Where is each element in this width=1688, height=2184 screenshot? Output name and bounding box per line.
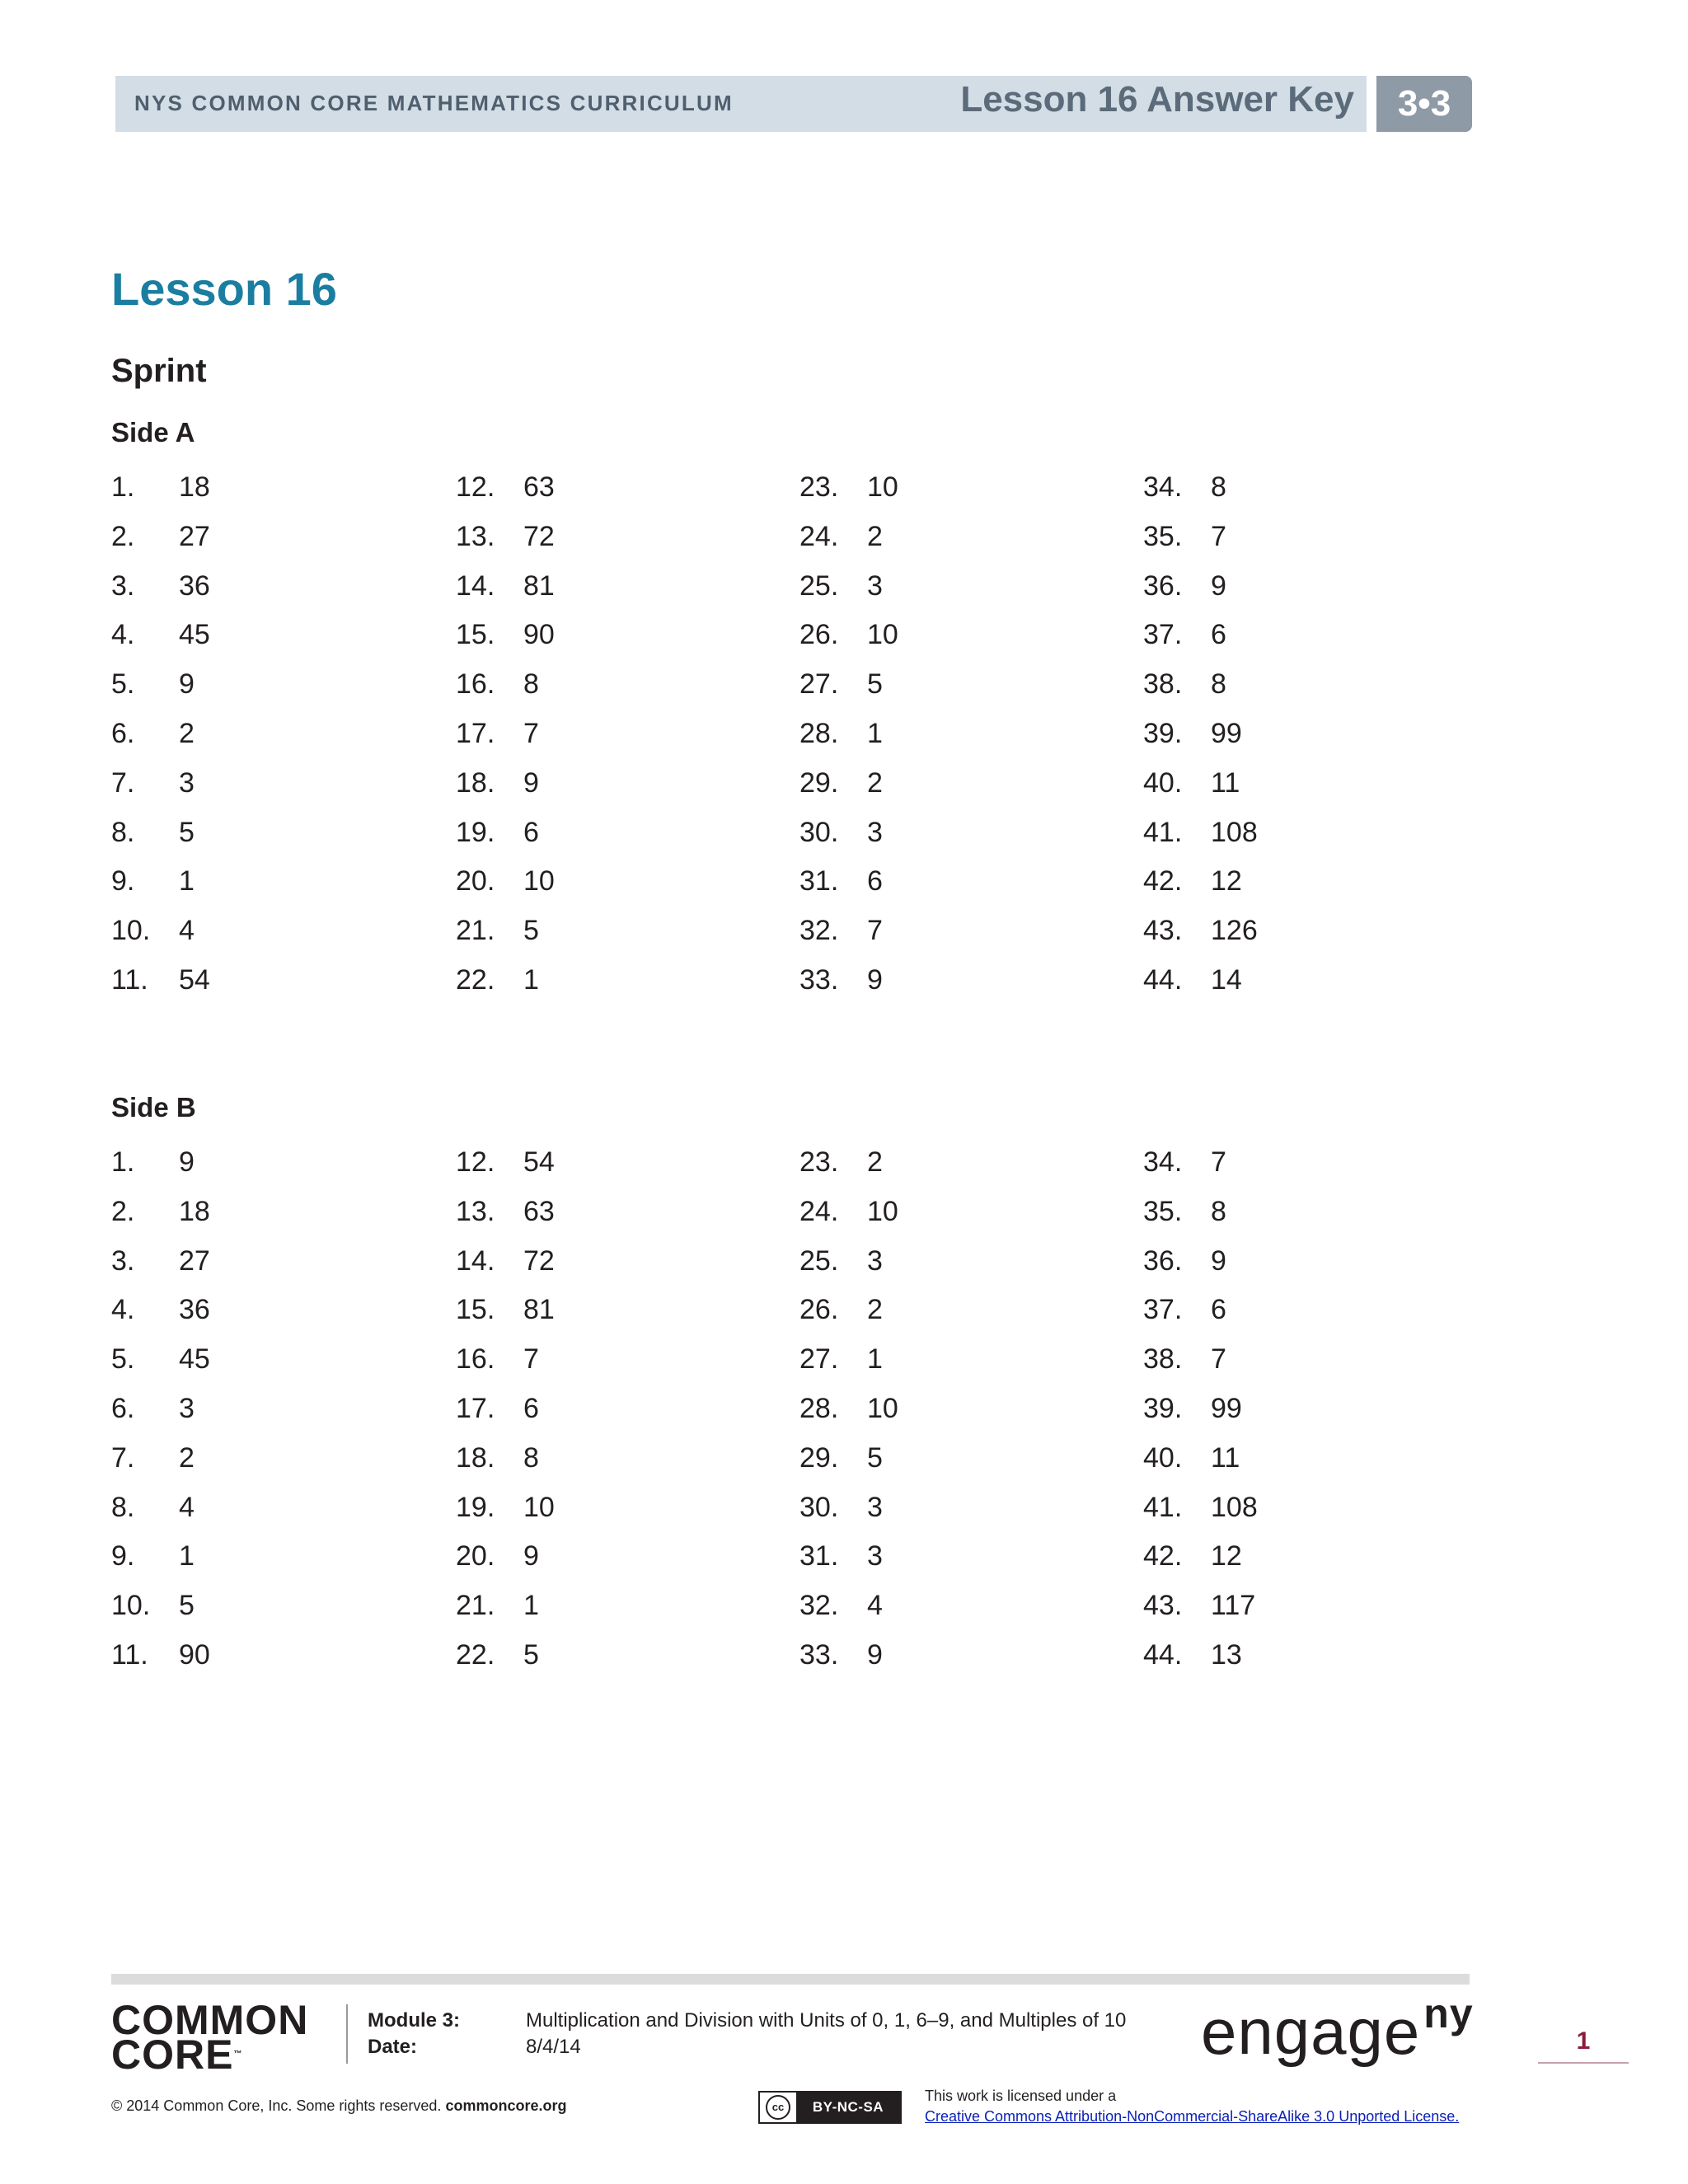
answer-number: 7. [111, 766, 135, 799]
answer-number: 20. [456, 1540, 495, 1572]
answer-number: 43. [1143, 1590, 1183, 1622]
answer-value: 1 [179, 1540, 195, 1572]
answer-value: 27 [179, 520, 210, 552]
answer-number: 38. [1143, 1343, 1183, 1376]
answer-key-title: Lesson 16 Answer Key [960, 79, 1354, 120]
answer-value: 6 [867, 865, 883, 898]
side-a-answers [111, 466, 1496, 1019]
answer-number: 41. [1143, 816, 1183, 848]
answer-value: 3 [179, 1393, 195, 1424]
lesson-title: Lesson 16 [111, 263, 337, 315]
answer-value: 7 [1211, 520, 1226, 552]
side-a-heading: Side A [111, 417, 195, 448]
answer-number: 5. [111, 1343, 135, 1376]
answer-number: 3. [111, 1244, 135, 1277]
answer-number: 38. [1143, 668, 1183, 701]
answer-number: 42. [1143, 865, 1183, 898]
answer-value: 6 [523, 1393, 539, 1424]
answer-number: 44. [1143, 1639, 1183, 1671]
page-number-rule [1538, 2062, 1629, 2064]
engageny-logo [1201, 1990, 1474, 2069]
answer-value: 90 [523, 619, 555, 651]
answer-number: 12. [456, 1146, 495, 1178]
answer-number: 14. [456, 569, 495, 602]
answer-value: 72 [523, 520, 555, 552]
answer-number: 31. [799, 1540, 839, 1572]
answer-number: 9. [111, 865, 135, 898]
answer-number: 21. [456, 915, 495, 947]
answer-value: 27 [179, 1244, 210, 1277]
answer-number: 11. [111, 1639, 148, 1671]
common-core-logo-line1: COMMON [111, 1997, 309, 2043]
answer-value: 5 [179, 1590, 195, 1622]
answer-value: 7 [523, 1343, 539, 1376]
answer-number: 24. [799, 1195, 839, 1227]
answer-value: 2 [867, 766, 883, 799]
answer-value: 72 [523, 1244, 555, 1277]
license-link[interactable]: Creative Commons Attribution-NonCommercial-ShareAlike 3.0 Unported License. [925, 2108, 1460, 2125]
answer-number: 13. [456, 520, 495, 552]
answer-value: 3 [867, 1540, 883, 1572]
answer-number: 16. [456, 1343, 495, 1376]
answer-value: 81 [523, 1294, 555, 1326]
answer-number: 9. [111, 1540, 135, 1572]
answer-value: 2 [867, 520, 883, 552]
answer-number: 19. [456, 816, 495, 848]
creative-commons-badge[interactable] [758, 2091, 902, 2124]
answer-value: 6 [1211, 619, 1226, 651]
answer-number: 23. [799, 471, 839, 503]
answer-value: 12 [1211, 1540, 1242, 1572]
answer-number: 6. [111, 718, 135, 749]
answer-number: 12. [456, 471, 495, 503]
answer-number: 8. [111, 1491, 135, 1523]
answer-number: 8. [111, 816, 135, 848]
answer-number: 29. [799, 766, 839, 799]
side-b-heading: Side B [111, 1092, 196, 1122]
answer-value: 9 [867, 964, 883, 996]
answer-number: 41. [1143, 1491, 1183, 1523]
answer-value: 126 [1211, 915, 1258, 947]
answer-value: 10 [867, 1393, 898, 1424]
answer-number: 1. [111, 471, 135, 503]
answer-number: 33. [799, 964, 839, 996]
engage-ny-text: ny [1423, 1990, 1474, 2036]
answer-value: 10 [867, 619, 898, 651]
answer-number: 40. [1143, 766, 1183, 799]
answer-number: 11. [111, 964, 148, 996]
answer-value: 3 [867, 1244, 883, 1277]
answer-value: 10 [867, 1195, 898, 1227]
answer-value: 11 [1211, 766, 1240, 799]
answer-number: 15. [456, 619, 495, 651]
date-label: Date: [368, 2036, 418, 2058]
common-core-logo [111, 1997, 309, 2078]
answer-value: 10 [523, 1491, 555, 1523]
side-b-answers [111, 1141, 1496, 1694]
answer-number: 27. [799, 1343, 839, 1376]
answer-value: 3 [867, 1491, 883, 1523]
answer-value: 1 [867, 718, 883, 749]
answer-value: 6 [1211, 1294, 1226, 1326]
answer-value: 1 [867, 1343, 883, 1376]
answer-number: 20. [456, 865, 495, 898]
copyright-site: commoncore.org [445, 2097, 567, 2114]
answer-value: 5 [523, 915, 539, 947]
answer-value: 10 [867, 471, 898, 503]
answer-value: 8 [523, 1441, 539, 1474]
answer-value: 9 [1211, 569, 1226, 602]
answer-number: 37. [1143, 1294, 1183, 1326]
answer-value: 9 [523, 766, 539, 799]
answer-value: 18 [179, 1195, 210, 1227]
answer-number: 34. [1143, 471, 1183, 503]
license-statement: This work is licensed under a [925, 2088, 1117, 2104]
answer-value: 1 [523, 1590, 539, 1622]
cc-icon: cc [766, 2095, 790, 2120]
answer-value: 5 [867, 1441, 883, 1474]
answer-number: 13. [456, 1195, 495, 1227]
answer-value: 2 [867, 1294, 883, 1326]
answer-number: 30. [799, 816, 839, 848]
answer-number: 28. [799, 718, 839, 749]
answer-number: 18. [456, 1441, 495, 1474]
answer-number: 31. [799, 865, 839, 898]
answer-number: 36. [1143, 569, 1183, 602]
answer-number: 19. [456, 1491, 495, 1523]
answer-number: 2. [111, 1195, 135, 1227]
answer-value: 12 [1211, 865, 1242, 898]
answer-number: 37. [1143, 619, 1183, 651]
answer-value: 63 [523, 471, 555, 503]
answer-number: 21. [456, 1590, 495, 1622]
answer-number: 10. [111, 915, 151, 947]
answer-value: 5 [179, 816, 195, 848]
answer-number: 2. [111, 520, 135, 552]
answer-value: 2 [867, 1146, 883, 1178]
module-value: Multiplication and Division with Units of 0, 1, 6–9, and Multiples of 10 [526, 2009, 1127, 2032]
answer-value: 11 [1211, 1441, 1240, 1474]
answer-value: 9 [179, 1146, 195, 1178]
answer-number: 7. [111, 1441, 135, 1474]
answer-number: 3. [111, 569, 135, 602]
answer-number: 14. [456, 1244, 495, 1277]
trademark-mark: ™ [233, 2050, 243, 2059]
engage-text: engage [1201, 1995, 1421, 2068]
answer-number: 32. [799, 915, 839, 947]
copyright-text: © 2014 Common Core, Inc. Some rights reserved. [111, 2097, 442, 2114]
footer-rule [111, 1974, 1470, 1985]
answer-value: 45 [179, 619, 210, 651]
answer-number: 30. [799, 1491, 839, 1523]
copyright-notice [111, 2097, 566, 2115]
answer-value: 8 [1211, 1195, 1226, 1227]
answer-number: 44. [1143, 964, 1183, 996]
answer-number: 15. [456, 1294, 495, 1326]
answer-value: 1 [523, 964, 539, 996]
answer-value: 2 [179, 718, 195, 749]
answer-value: 1 [179, 865, 195, 898]
page-number: 1 [1576, 2027, 1591, 2055]
grade-module-badge: 3•3 [1376, 76, 1472, 132]
common-core-logo-line2: CORE [111, 2032, 234, 2078]
answer-value: 9 [523, 1540, 539, 1572]
answer-value: 6 [523, 816, 539, 848]
answer-number: 1. [111, 1146, 135, 1178]
answer-value: 8 [523, 668, 539, 701]
answer-value: 3 [179, 766, 195, 799]
answer-value: 18 [179, 471, 210, 503]
answer-number: 43. [1143, 915, 1183, 947]
answer-number: 4. [111, 1294, 135, 1326]
answer-number: 24. [799, 520, 839, 552]
answer-value: 3 [867, 569, 883, 602]
answer-value: 7 [1211, 1146, 1226, 1178]
answer-value: 9 [179, 668, 195, 701]
answer-value: 4 [179, 915, 195, 947]
answer-value: 36 [179, 1294, 210, 1326]
answer-value: 108 [1211, 816, 1258, 848]
answer-number: 42. [1143, 1540, 1183, 1572]
answer-value: 54 [523, 1146, 555, 1178]
answer-number: 25. [799, 569, 839, 602]
answer-number: 10. [111, 1590, 151, 1622]
answer-value: 63 [523, 1195, 555, 1227]
answer-number: 27. [799, 668, 839, 701]
answer-value: 90 [179, 1639, 210, 1671]
answer-value: 8 [1211, 668, 1226, 701]
answer-value: 7 [867, 915, 883, 947]
answer-number: 36. [1143, 1244, 1183, 1277]
answer-number: 28. [799, 1393, 839, 1424]
answer-number: 17. [456, 1393, 495, 1424]
curriculum-title: NYS COMMON CORE MATHEMATICS CURRICULUM [134, 91, 734, 115]
answer-value: 99 [1211, 718, 1242, 749]
answer-value: 108 [1211, 1491, 1258, 1523]
answer-number: 18. [456, 766, 495, 799]
answer-number: 22. [456, 1639, 495, 1671]
footer-divider [346, 2004, 348, 2064]
answer-value: 5 [867, 668, 883, 701]
answer-number: 35. [1143, 1195, 1183, 1227]
answer-value: 7 [523, 718, 539, 749]
answer-number: 22. [456, 964, 495, 996]
answer-value: 7 [1211, 1343, 1226, 1376]
answer-value: 117 [1211, 1590, 1256, 1622]
answer-number: 39. [1143, 1393, 1183, 1424]
answer-number: 33. [799, 1639, 839, 1671]
answer-number: 26. [799, 1294, 839, 1326]
answer-number: 23. [799, 1146, 839, 1178]
answer-value: 81 [523, 569, 555, 602]
answer-value: 2 [179, 1441, 195, 1474]
answer-value: 9 [867, 1639, 883, 1671]
answer-value: 3 [867, 816, 883, 848]
answer-number: 35. [1143, 520, 1183, 552]
cc-license-code: BY-NC-SA [796, 2093, 900, 2122]
answer-value: 36 [179, 569, 210, 602]
date-value: 8/4/14 [526, 2036, 581, 2058]
answer-value: 5 [523, 1639, 539, 1671]
answer-number: 40. [1143, 1441, 1183, 1474]
answer-value: 13 [1211, 1639, 1242, 1671]
answer-number: 17. [456, 718, 495, 749]
answer-value: 99 [1211, 1393, 1242, 1424]
answer-number: 32. [799, 1590, 839, 1622]
sprint-heading: Sprint [111, 353, 207, 389]
answer-number: 25. [799, 1244, 839, 1277]
answer-value: 10 [523, 865, 555, 898]
answer-number: 29. [799, 1441, 839, 1474]
answer-value: 4 [179, 1491, 195, 1523]
answer-value: 8 [1211, 471, 1226, 503]
answer-number: 34. [1143, 1146, 1183, 1178]
answer-value: 9 [1211, 1244, 1226, 1277]
answer-value: 4 [867, 1590, 883, 1622]
answer-number: 6. [111, 1393, 135, 1424]
answer-number: 39. [1143, 718, 1183, 749]
answer-number: 5. [111, 668, 135, 701]
answer-number: 26. [799, 619, 839, 651]
module-label: Module 3: [368, 2009, 460, 2032]
answer-number: 16. [456, 668, 495, 701]
answer-value: 14 [1211, 964, 1242, 996]
answer-value: 54 [179, 964, 210, 996]
answer-number: 4. [111, 619, 135, 651]
answer-value: 45 [179, 1343, 210, 1376]
